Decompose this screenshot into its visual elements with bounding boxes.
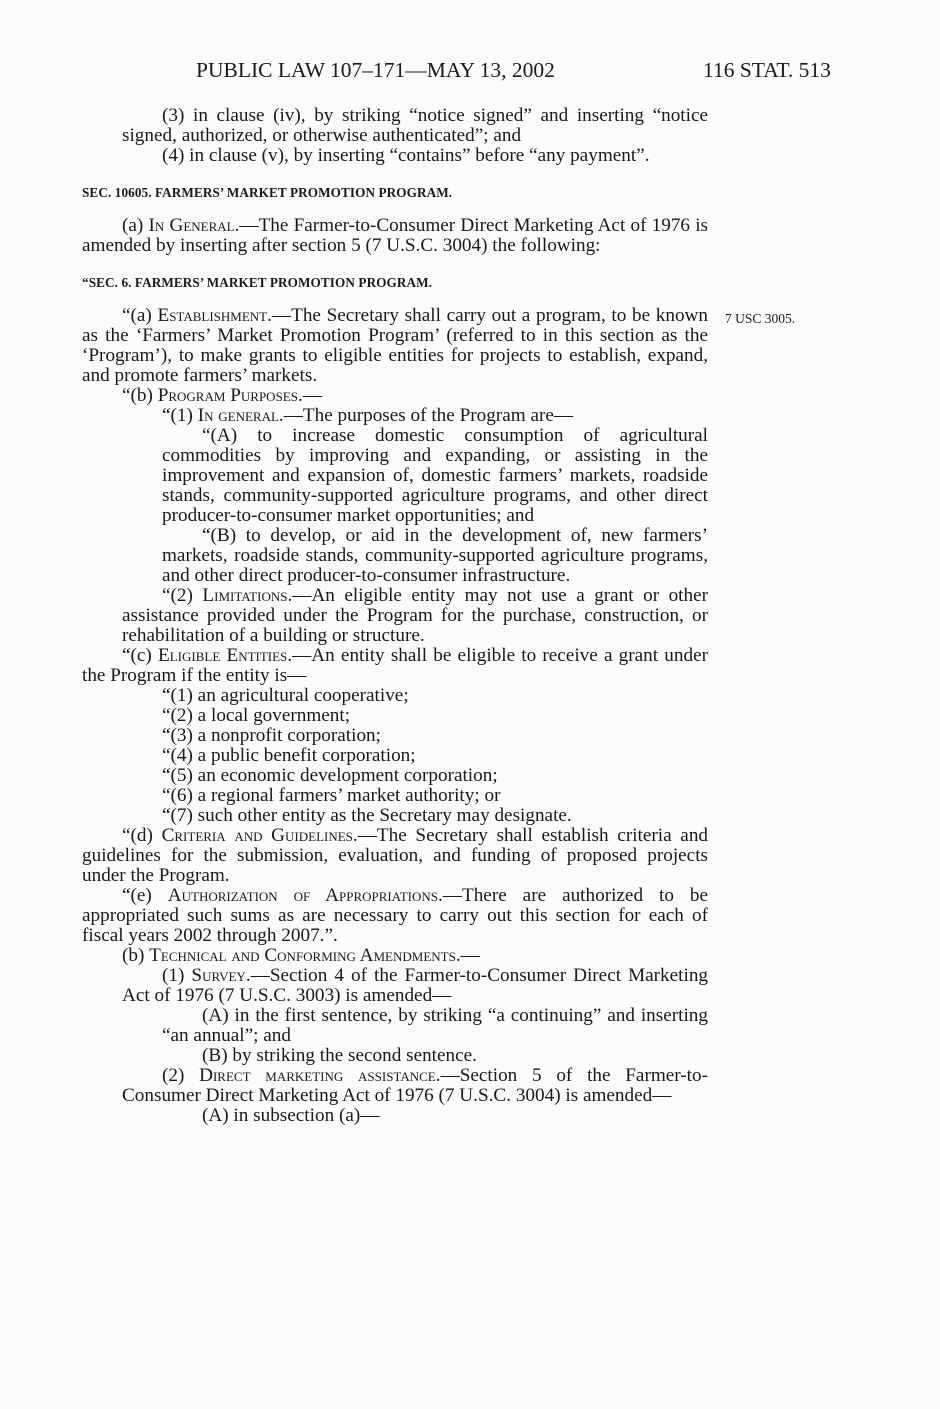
paragraph-heading-text: In General: [148, 215, 235, 236]
paragraph-text: “(4) a public benefit corporation;: [162, 745, 416, 766]
paragraph-text: “(2): [162, 585, 203, 606]
paragraph: [82, 526, 708, 586]
paragraph-text: (b): [122, 945, 150, 966]
paragraph-text: “(a): [122, 305, 158, 326]
paragraph: [82, 946, 708, 966]
paragraph: [82, 146, 708, 166]
paragraph: [82, 216, 708, 256]
paragraph-text: .—The purposes of the Program are—: [278, 405, 574, 426]
paragraph-text: “(b): [122, 385, 158, 406]
paragraph-text: .—The Farmer-to-Consumer Direct Marketing Act of 1976 is amended by inserting after section 5 (7 U.S.C. 3004) the following:: [82, 215, 709, 256]
paragraph-text: .—: [455, 945, 480, 966]
paragraph-heading-text: Eligible Entities: [158, 645, 288, 666]
paragraph: [82, 886, 708, 946]
paragraph-text: “SEC. 6. FARMERS’ MARKET PROMOTION PROGRAM.: [82, 275, 433, 290]
paragraph: [82, 806, 708, 826]
paragraph: [82, 786, 708, 806]
paragraph-heading-text: Criteria and Guidelines: [161, 825, 353, 846]
paragraph-text: “(6) a regional farmers’ market authority; or: [162, 785, 501, 806]
paragraph-text: “(1) an agricultural cooperative;: [162, 685, 409, 706]
paragraph: [82, 1106, 708, 1126]
paragraph: [82, 706, 708, 726]
paragraph: [82, 726, 708, 746]
paragraph-heading-text: Authorization of Appropriations: [167, 885, 438, 906]
paragraph-text: .—The Secretary shall establish criteria and guidelines for the submission, evaluation, and funding of proposed projects under the Program.: [82, 825, 709, 886]
paragraph: [82, 746, 708, 766]
running-header-stat-page: 116 STAT. 513: [703, 58, 831, 82]
paragraph-text: (A) in the first sentence, by striking “a continuing” and inserting “an annual”; and: [162, 1005, 708, 1046]
paragraph-text: .—There are authorized to be appropriated such sums as are necessary to carry out this section for each of fiscal years 2002 through 2007.”.: [82, 885, 709, 946]
paragraph-text: “(2) a local government;: [162, 705, 351, 726]
paragraph-text: “(5) an economic development corporation;: [162, 765, 498, 786]
paragraph: [82, 386, 708, 406]
section-heading: [82, 183, 708, 203]
paragraph-text: SEC. 10605. FARMERS’ MARKET PROMOTION PROGRAM.: [82, 185, 453, 200]
paragraph: [82, 646, 708, 686]
running-header-title: PUBLIC LAW 107–171—MAY 13, 2002: [196, 58, 555, 82]
statute-body-text: [82, 106, 708, 1126]
paragraph-heading-text: Establishment: [157, 305, 268, 326]
paragraph: [82, 586, 708, 646]
paragraph-text: (1): [162, 965, 192, 986]
paragraph-text: (A) in subsection (a)—: [202, 1105, 380, 1126]
paragraph-text: .—Section 5 of the Farmer-to-Consumer Direct Marketing Act of 1976 (7 U.S.C. 3004) is amended—: [122, 1065, 708, 1106]
marginal-citation-note: 7 USC 3005.: [725, 311, 796, 326]
paragraph-text: .—An entity shall be eligible to receive a grant under the Program if the entity is—: [82, 645, 708, 686]
paragraph-text: (2): [162, 1065, 200, 1086]
paragraph: [82, 1066, 708, 1106]
paragraph: [82, 106, 708, 146]
paragraph: [82, 766, 708, 786]
paragraph-text: .—Section 4 of the Farmer-to-Consumer Direct Marketing Act of 1976 (7 U.S.C. 3003) is amended—: [122, 965, 709, 1006]
paragraph-text: “(7) such other entity as the Secretary may designate.: [162, 805, 572, 826]
paragraph-text: (4) in clause (v), by inserting “contains” before “any payment”.: [162, 145, 650, 166]
paragraph: [82, 686, 708, 706]
paragraph-heading-text: Limitations: [202, 585, 288, 606]
paragraph-heading-text: Direct marketing assistance: [199, 1065, 436, 1086]
paragraph-heading-text: Survey: [191, 965, 246, 986]
paragraph-text: .—The Secretary shall carry out a program, to be known as the ‘Farmers’ Market Promotion Program’ (referred to in this section as the ‘Program’), to make grants to eligible entities for projects to establish, expand, and promote farmers’ markets.: [82, 305, 709, 386]
paragraph: [82, 966, 708, 1006]
paragraph-text: “(c): [122, 645, 159, 666]
paragraph-text: (a): [122, 215, 149, 236]
paragraph-text: .—: [297, 385, 322, 406]
paragraph: [82, 426, 708, 526]
paragraph-text: “(3) a nonprofit corporation;: [162, 725, 381, 746]
paragraph: [82, 1046, 708, 1066]
paragraph-heading-text: Program Purposes: [157, 385, 298, 406]
section-heading: [82, 273, 708, 293]
paragraph-text: (B) by striking the second sentence.: [202, 1045, 477, 1066]
paragraph: [82, 1006, 708, 1046]
paragraph-text: “(1): [162, 405, 198, 426]
paragraph-text: “(B) to develop, or aid in the development of, new farmers’ markets, roadside stands, community-supported agriculture programs, and other direct producer-to-consumer infrastructure.: [162, 525, 708, 586]
paragraph-text: (3) in clause (iv), by striking “notice signed” and inserting “notice signed, authorized, or otherwise authenticated”; and: [122, 105, 708, 146]
paragraph-text: .—An eligible entity may not use a grant or other assistance provided under the Program for the purchase, construction, or rehabilitation of a building or structure.: [122, 585, 709, 646]
paragraph-text: “(e): [122, 885, 168, 906]
paragraph: [82, 306, 708, 386]
paragraph: [82, 826, 708, 886]
paragraph-text: “(A) to increase domestic consumption of agricultural commodities by improving and expanding, or assisting in the improvement and expansion of, domestic farmers’ markets, roadside stands, community-supported agriculture programs, and other direct producer-to-consumer market opportunities; and: [162, 425, 708, 526]
paragraph-heading-text: In general: [197, 405, 279, 426]
paragraph-text: “(d): [122, 825, 162, 846]
paragraph: [82, 406, 708, 426]
paragraph-heading-text: Technical and Conforming Amendments: [149, 945, 456, 966]
